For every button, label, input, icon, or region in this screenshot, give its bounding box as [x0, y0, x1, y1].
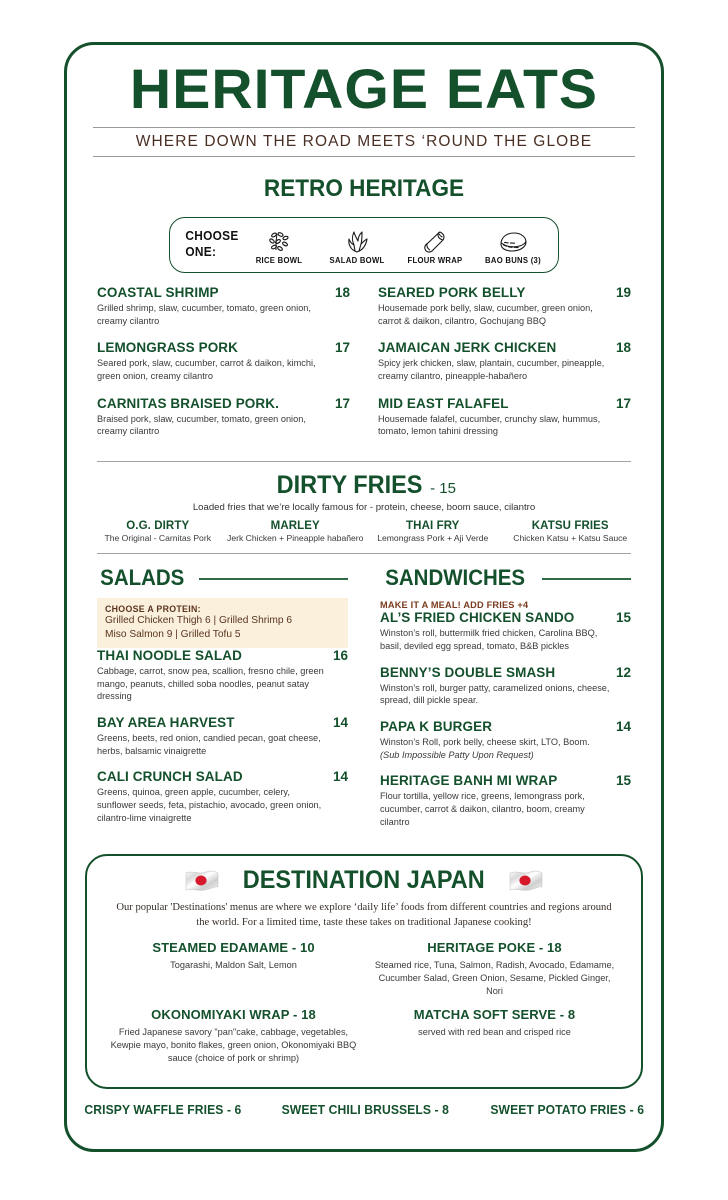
menu-item[interactable] [378, 340, 631, 382]
menu-item-name: HERITAGE BANH MI WRAP [380, 773, 558, 789]
salad-leaves-icon [318, 226, 396, 254]
dirty-fries-option[interactable] [502, 520, 640, 543]
bao-bun-icon [474, 226, 552, 254]
menu-item-price: 12 [615, 664, 631, 680]
menu-item-description: Cabbage, carrot, snow pea, scallion, fresno chile, green mango, peanuts, chilled soba noodles, peanut satay dressing [97, 666, 324, 702]
destination-item-name: OKONOMIYAKI WRAP - 18 [151, 1007, 316, 1023]
menu-item-description-note: (Sub Impossible Patty Upon Request) [380, 749, 534, 760]
menu-item-head [378, 396, 631, 411]
masthead [67, 45, 661, 157]
destination-item-name: HERITAGE POKE - 18 [427, 940, 562, 956]
destination-japan-title: DESTINATION JAPAN [243, 866, 485, 895]
dirty-fries-price: - 15 [430, 480, 456, 498]
choose-option-flour-wrap[interactable] [396, 226, 474, 265]
menu-item-price: 14 [615, 718, 631, 734]
section-title-retro-heritage: RETRO HERITAGE [263, 175, 465, 202]
menu-item-price: 15 [615, 610, 631, 626]
dirty-fries-heading [67, 471, 661, 500]
heading-rule [542, 578, 631, 580]
menu-item[interactable] [97, 715, 348, 757]
menu-item[interactable] [380, 665, 631, 707]
menu-item-description: Braised pork, slaw, cucumber, tomato, green onion, creamy cilantro [97, 413, 306, 437]
menu-item-description: Grilled shrimp, slaw, cucumber, tomato, green onion, creamy cilantro [97, 303, 311, 326]
menu-item[interactable] [380, 773, 631, 828]
menu-item-price: 16 [332, 648, 348, 664]
menu-item-description: Seared pork, slaw, cucumber, carrot & daikon, kimchi, green onion, creamy cilantro [97, 358, 316, 382]
destination-japan-heading [103, 866, 625, 895]
destination-item-desc: Togarashi, Maldon Salt, Lemon [170, 960, 297, 971]
menu-item-price: 17 [615, 395, 631, 411]
menu-item-head [97, 396, 350, 411]
choose-option-caption: RICE BOWL [255, 255, 303, 265]
menu-item-head [97, 340, 350, 355]
menu-item-description [380, 736, 610, 761]
salads-column [97, 565, 364, 840]
menu-item-name: BENNY’S DOUBLE SMASH [380, 664, 556, 680]
salads-heading-text: SALADS [100, 565, 185, 591]
menu-item[interactable] [378, 285, 631, 327]
heading-rule [199, 578, 348, 580]
destination-item-desc: Fried Japanese savory "pan"cake, cabbage, vegetables, Kewpie mayo, bonito flakes, green onion, Okonomiyaki BBQ sauce (choice of pork or shrimp) [110, 1027, 357, 1063]
menu-item-description: Flour tortilla, yellow rice, greens, lemongrass pork, cucumber, carrot & daikon, cilantro, boom, creamy cilantro [380, 791, 585, 827]
menu-item-description: Greens, beets, red onion, candied pecan, goat cheese, herbs, balsamic vinaigrette [97, 733, 321, 756]
menu-item-description: Winston’s roll, buttermilk fried chicken, Carolina BBQ, basil, deviled egg spread, tomato, B&B pickles [380, 628, 598, 651]
menu-item-name: JAMAICAN JERK CHICKEN [378, 340, 557, 356]
menu-item-name: MID EAST FALAFEL [378, 395, 509, 411]
menu-card [64, 42, 664, 1152]
choose-option-salad-bowl[interactable] [318, 226, 396, 265]
dirty-fries-options [89, 520, 639, 543]
destination-item[interactable] [103, 940, 364, 1007]
menu-item-name: PAPA K BURGER [380, 718, 493, 734]
choose-option-caption: BAO BUNS (3) [485, 255, 541, 265]
sides-row [67, 1103, 661, 1117]
menu-item-description-main: Winston’s Roll, pork belly, cheese skirt, LTO, Boom. [380, 736, 590, 747]
choose-option-bao-buns[interactable] [474, 226, 552, 265]
menu-item[interactable] [380, 610, 631, 652]
choose-option-caption: FLOUR WRAP [407, 255, 463, 265]
side-item[interactable]: SWEET CHILI BRUSSELS - 8 [281, 1102, 450, 1117]
menu-item[interactable] [380, 719, 631, 761]
destination-item-name: MATCHA SOFT SERVE - 8 [413, 1007, 576, 1023]
destination-item-desc: Steamed rice, Tuna, Salmon, Radish, Avocado, Edamame, Cucumber Salad, Green Onion, Sesame, Pickled Ginger, Nori [374, 960, 615, 996]
destination-item-desc: served with red bean and crisped rice [418, 1027, 571, 1038]
sandwiches-heading-text: SANDWICHES [385, 565, 526, 591]
menu-item-description: Spicy jerk chicken, slaw, plantain, cucumber, pineapple, creamy cilantro, pineapple-habañero [378, 358, 605, 382]
menu-item-name: LEMONGRASS PORK [97, 340, 239, 356]
rice-grains-icon [240, 226, 318, 254]
menu-item-price: 15 [615, 773, 631, 789]
menu-item-head [380, 610, 631, 625]
japan-flag-icon [185, 869, 219, 892]
menu-item-name: BAY AREA HARVEST [97, 715, 235, 731]
choose-a-protein-title: CHOOSE A PROTEIN: [105, 604, 201, 615]
menu-item-description: Housemade falafel, cucumber, crunchy slaw, hummus, tomato, lemon tahini dressing [378, 413, 601, 437]
dirty-fries-option-desc: The Original - Carnitas Pork [104, 533, 211, 544]
side-item[interactable]: CRISPY WAFFLE FRIES - 6 [84, 1102, 241, 1117]
choose-one-box [169, 217, 559, 273]
dirty-fries-option[interactable] [227, 520, 365, 543]
dirty-fries-option-desc: Chicken Katsu + Katsu Sauce [513, 533, 628, 544]
menu-item-head [378, 285, 631, 300]
menu-item-head [378, 340, 631, 355]
salads-heading [97, 565, 348, 591]
dirty-fries-option[interactable] [364, 520, 502, 543]
menu-item[interactable] [378, 396, 631, 438]
dirty-fries-option-desc: Jerk Chicken + Pineapple habañero [227, 533, 364, 544]
menu-item-price: 14 [332, 715, 348, 731]
choose-a-protein-line-1: Grilled Chicken Thigh 6 | Grilled Shrimp 6 [105, 615, 293, 627]
sandwiches-column [364, 565, 631, 840]
burrito-wrap-icon [396, 226, 474, 254]
menu-item-head [380, 719, 631, 734]
menu-item-head [97, 648, 348, 663]
destination-japan-items [103, 940, 625, 1074]
menu-item-head [380, 773, 631, 788]
tagline-rule [93, 127, 635, 157]
dirty-fries-option-name: O.G. DIRTY [126, 520, 190, 533]
menu-item-name: COASTAL SHRIMP [97, 285, 219, 300]
dirty-fries-option-desc: Lemongrass Pork + Aji Verde [377, 533, 489, 544]
menu-item[interactable] [97, 648, 348, 703]
menu-item-price: 19 [615, 285, 631, 300]
menu-item-name: SEARED PORK BELLY [378, 285, 526, 300]
page-title: HERITAGE EATS [129, 57, 599, 120]
dirty-fries-option-name: MARLEY [270, 520, 320, 533]
destination-item-name: STEAMED EDAMAME - 10 [152, 940, 315, 956]
menu-item-description: Housemade pork belly, slaw, cucumber, green onion, carrot & daikon, cilantro, Gochujang BBQ [378, 303, 593, 326]
section-divider [97, 553, 631, 554]
choose-a-protein-line-2: Miso Salmon 9 | Grilled Tofu 5 [105, 628, 241, 640]
retro-right-column [364, 285, 631, 451]
salads-sandwiches-section [97, 565, 631, 840]
menu-item-head [97, 715, 348, 730]
menu-item-price: 18 [615, 340, 631, 356]
menu-item[interactable] [97, 396, 350, 438]
menu-item-name: THAI NOODLE SALAD [97, 648, 242, 664]
menu-item-description: Greens, quinoa, green apple, cucumber, celery, sunflower seeds, feta, pistachio, avocado, green onion, cilantro-lime vinaigrette [97, 787, 322, 823]
choose-option-caption: SALAD BOWL [329, 255, 385, 265]
dirty-fries-subtitle: Loaded fries that we’re locally famous for - protein, cheese, boom sauce, cilantro [192, 502, 536, 514]
retro-heritage-items [97, 285, 631, 451]
choose-one-label: CHOOSE ONE: [185, 229, 239, 259]
menu-item-head [380, 665, 631, 680]
menu-item-description: Winston’s roll, burger patty, caramelized onions, cheese, spread, dill pickle spear. [380, 682, 610, 706]
destination-item[interactable] [364, 940, 625, 1007]
menu-item-head [97, 769, 348, 784]
sandwiches-heading [380, 565, 631, 591]
choose-one-options [240, 226, 552, 265]
destination-item[interactable] [364, 1007, 625, 1074]
menu-item-price: 17 [334, 340, 350, 356]
japan-flag-icon [509, 869, 543, 892]
menu-item-name: AL’S FRIED CHICKEN SANDO [380, 610, 575, 626]
menu-item[interactable] [97, 285, 350, 327]
choose-a-protein-box [97, 598, 348, 648]
dirty-fries-title: DIRTY FRIES [276, 471, 423, 500]
menu-item-name: CALI CRUNCH SALAD [97, 769, 243, 785]
menu-item[interactable] [97, 340, 350, 382]
choose-option-rice-bowl[interactable] [240, 226, 318, 265]
menu-item-price: 17 [334, 395, 350, 411]
destination-japan-intro: Our popular 'Destinations' menus are where we explore ‘daily life’ foods from different countries and regions around the world. For a limited time, taste these takes on traditional Japanese cooking! [116, 902, 612, 929]
dirty-fries-option[interactable] [89, 520, 227, 543]
menu-item-head [97, 285, 350, 300]
tagline: WHERE DOWN THE ROAD MEETS ‘ROUND THE GLOBE [135, 133, 593, 150]
menu-item-price: 18 [334, 285, 350, 300]
section-divider [97, 461, 631, 462]
destination-japan-box [85, 854, 643, 1088]
dirty-fries-option-name: THAI FRY [406, 520, 460, 533]
side-item[interactable]: SWEET POTATO FRIES - 6 [490, 1102, 645, 1117]
menu-item[interactable] [97, 769, 348, 824]
retro-left-column [97, 285, 364, 451]
menu-item-name: CARNITAS BRAISED PORK. [97, 395, 279, 411]
menu-item-price: 14 [332, 769, 348, 785]
make-it-a-meal-note: MAKE IT A MEAL! ADD FRIES +4 [380, 600, 529, 611]
destination-item[interactable] [103, 1007, 364, 1074]
dirty-fries-option-name: KATSU FRIES [531, 520, 609, 533]
